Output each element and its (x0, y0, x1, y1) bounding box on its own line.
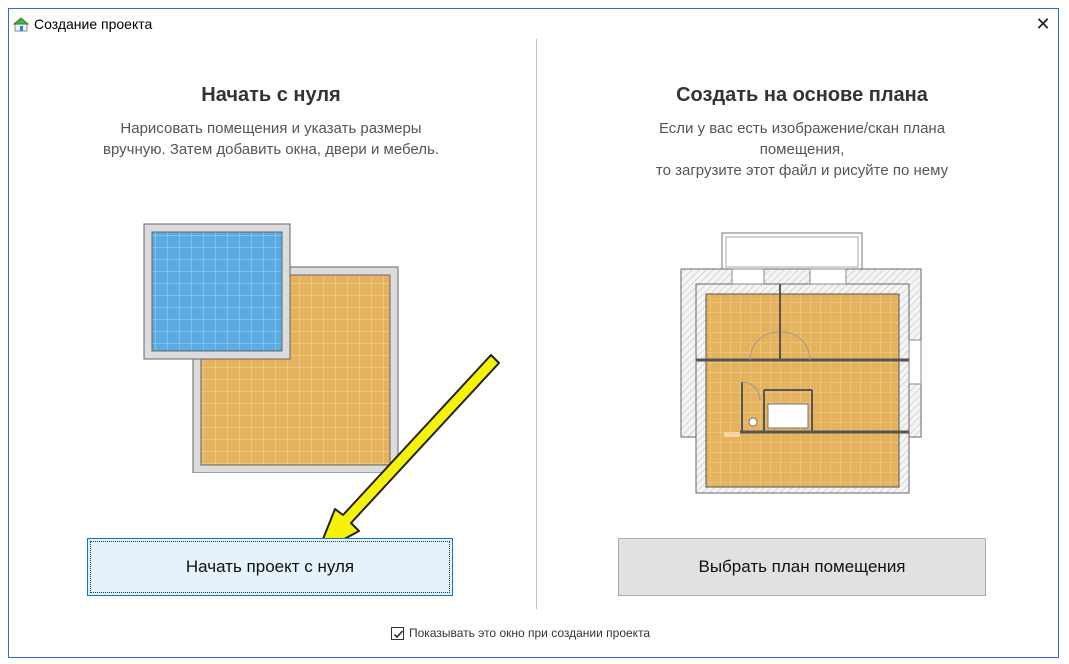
right-panel-title: Создать на основе плана (676, 84, 928, 106)
right-panel-description: Если у вас есть изображение/скан плана помещения, то загрузите этот файл и рисуйте по нему (655, 120, 949, 179)
show-on-create-label[interactable]: Показывать это окно при создании проекта (409, 626, 651, 640)
left-panel-title: Начать с нуля (201, 84, 341, 106)
show-on-create-option[interactable] (391, 626, 650, 640)
app-house-icon (13, 16, 29, 32)
checkmark-icon (392, 628, 405, 641)
arrow-pointer-icon (299, 349, 509, 569)
title-bar (9, 9, 1058, 39)
project-creation-dialog (8, 8, 1059, 658)
show-on-create-checkbox[interactable] (391, 627, 404, 640)
choose-floor-plan-label[interactable]: Выбрать план помещения (698, 557, 906, 576)
start-from-scratch-button[interactable] (87, 538, 453, 596)
panel-divider (536, 39, 537, 609)
close-icon[interactable]: ✕ (1035, 14, 1051, 34)
left-panel-description: Нарисовать помещения и указать размеры вручную. Затем добавить окна, двери и мебель. (103, 120, 439, 158)
start-from-scratch-label[interactable]: Начать проект с нуля (185, 557, 355, 576)
floor-plan-illustration (680, 232, 932, 496)
choose-floor-plan-button[interactable] (618, 538, 986, 596)
close-button[interactable] (1028, 9, 1058, 39)
window-title: Создание проекта (34, 16, 153, 32)
